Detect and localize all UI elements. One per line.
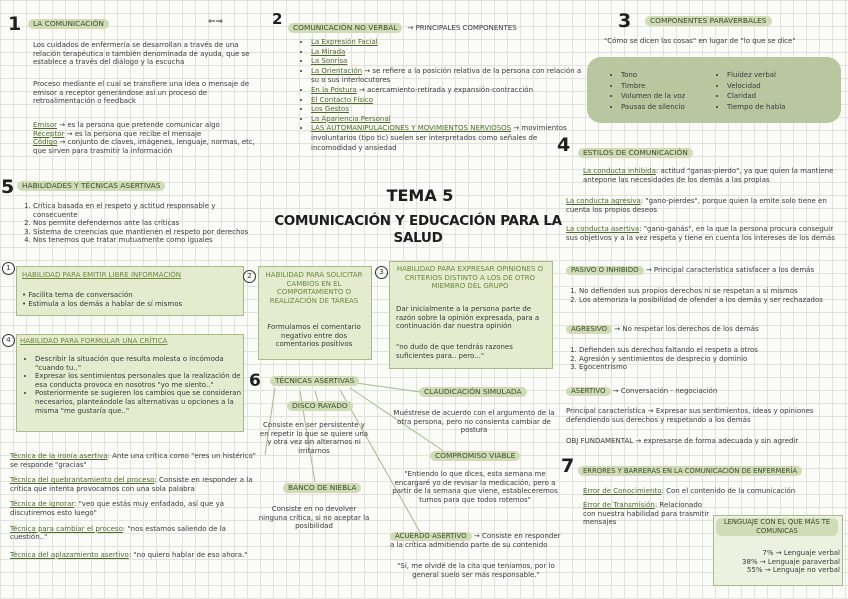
technique-label: BANCO DE NIEBLA xyxy=(283,483,361,493)
section-subtitle: → PRINCIPALES COMPONENTES xyxy=(407,24,517,32)
list-item: • Estimula a los demás a hablar de sí mismos xyxy=(22,299,183,308)
list-item xyxy=(311,57,583,67)
list-item: 2. Nos permite defendernos ante las críticas xyxy=(33,219,259,228)
term: El Contacto Físico xyxy=(311,95,374,104)
term: Técnica de ignorar xyxy=(10,500,74,509)
list-item xyxy=(311,86,583,96)
definition-text: → es la persona que recibe el mensaje xyxy=(66,129,202,138)
asertivo-row xyxy=(566,387,842,396)
term: Técnica del aplazamiento asertivo xyxy=(10,550,129,559)
connector-line xyxy=(315,391,318,401)
term: Error de Transmisión xyxy=(583,501,655,509)
skill-text: Formulamos el comentario negativo entre dos comentarios positivos xyxy=(267,323,361,349)
list-item: 2. Los atemoriza la posibilidad de ofender a los demás y ser rechazados xyxy=(579,296,847,305)
list-item: • Describir la situación que resulta molesta o incómoda "cuando tu.." xyxy=(35,355,249,372)
label-badge: LENGUAJE CON EL QUE MÁS TE COMUNICAS xyxy=(716,518,838,536)
lenguaje-list xyxy=(736,549,844,575)
section-heading: ESTILOS DE COMUNICACIÓN xyxy=(578,148,693,158)
section-number: 7 xyxy=(561,455,575,477)
item-text: Estimula a los demás a hablar de sí mismos xyxy=(28,299,183,308)
section-heading: TÉCNICAS ASERTIVAS xyxy=(270,376,359,386)
page-title: TEMA 5 xyxy=(386,186,454,205)
term: LAS AUTOMANIPULACIONES Y MOVIMIENTOS NERVIOSOS xyxy=(311,124,512,133)
list-item xyxy=(311,105,583,115)
assertive-skills-list xyxy=(20,202,259,245)
item-text: → No respetar los derechos de los demás xyxy=(614,325,759,333)
asertivo-objective: OBJ FUNDAMENTAL → expresarse de forma adecuada y sin agredir xyxy=(566,437,799,445)
section-heading: COMUNICACIÓN NO VERBAL xyxy=(288,23,402,33)
technique-label: DISCO RAYADO xyxy=(287,401,353,411)
label-badge: AGRESIVO xyxy=(566,325,612,334)
term: Código xyxy=(33,138,58,147)
list-item: • Timbre xyxy=(621,81,721,92)
technique-left-list xyxy=(10,452,260,559)
term: Los Gestos xyxy=(311,105,349,114)
definition-text: → es la persona que pretende comunicar algo xyxy=(59,121,220,129)
item-text: → acercamiento-retirada y expansión-contracción xyxy=(359,85,534,94)
item-text: : Relacionado con nuestra habilidad para trasmitir mensajes xyxy=(583,501,710,527)
label-badge: ASERTIVO xyxy=(566,387,611,396)
term: La conducta asertiva xyxy=(566,225,640,233)
item-text: → Consiste en responder a la crítica admitiendo parte de su contenido xyxy=(390,532,561,549)
list-item xyxy=(10,525,260,542)
list-item: • Posteriormente se sugieren los cambios que se consideran necesarios, planteándole las alternativas u opciones a la misma "me gustaría que.." xyxy=(35,389,249,415)
list-item: 3. Egocentrismo xyxy=(579,363,847,372)
asertivo-text: Principal característica → Expresar sus sentimientos, ideas y opiniones defendiendo sus derechos y respetando a los demás xyxy=(566,407,814,424)
item-text: : "gano-ganás", en la que la persona procura conseguir sus objetivos y a la vez respeta y tiene en cuenta los intereses de los demás xyxy=(566,225,835,242)
connector-line xyxy=(356,383,420,392)
term: Receptor xyxy=(33,129,65,138)
skill-heading: HABILIDAD PARA FORMULAR UNA CRÍTICA xyxy=(20,337,168,345)
technique-text: Consiste en ser persistente y en repetir lo que se quiere una y otra vez sin alterarnos ni irritarnos xyxy=(259,421,369,455)
term: La Expresión Facial xyxy=(311,38,378,46)
item-text: Facilita tema de conversación xyxy=(28,291,133,299)
acuerdo-row xyxy=(390,532,562,550)
item-number: 1 xyxy=(2,262,15,275)
list-item: • Tono xyxy=(621,70,721,81)
technique-label: COMPROMISO VIABLE xyxy=(430,451,520,461)
section-number: 3 xyxy=(618,10,632,32)
list-item: • Facilita tema de conversación xyxy=(22,291,133,299)
section-number: 4 xyxy=(557,134,571,156)
term: Técnica del quebrantamiento del proceso xyxy=(10,476,155,485)
agresivo-row xyxy=(566,325,842,334)
skill-text: Dar inicialmente a la persona parte de razón sobre la opinión expresada, para a continuación dar nuestra opinión xyxy=(396,305,540,331)
pasivo-list xyxy=(566,287,847,304)
list-item: • Pausas de silencio xyxy=(621,102,721,113)
item-text: → Principal característica satisfacer a los demás xyxy=(645,266,815,274)
list-item xyxy=(10,500,260,517)
connector-arrow-icon: ⇐⇒ xyxy=(208,17,224,27)
item-text: : Con el contenido de la comunicación xyxy=(661,487,796,495)
item-number: 3 xyxy=(375,266,388,279)
list-item xyxy=(311,67,583,86)
term: La Apariencia Personal xyxy=(311,114,391,123)
item-number: 4 xyxy=(2,334,15,347)
item-text: : actitud "ganas-pierdo", ya que quien la mantiene antepone las necesidades de los demás a las propias xyxy=(583,167,834,184)
list-item xyxy=(10,476,260,493)
item-text: : "nos estamos saliendo de la cuestión.." xyxy=(10,524,226,542)
skill-list xyxy=(24,355,249,415)
quote: "Cómo se dicen las cosas" en lugar de "lo que se dice" xyxy=(604,37,796,45)
list-item: 2. Agresión y sentimientos de desprecio y dominio xyxy=(579,355,847,364)
section-heading-row xyxy=(288,15,517,34)
term: Técnica de la ironía asertiva xyxy=(10,452,108,460)
style-inhibida xyxy=(583,167,839,184)
item-text: : "no quiero hablar de eso ahora." xyxy=(128,550,248,559)
list-item: 3. Sistema de creencias que mantienen el respeto por derechos xyxy=(33,228,259,237)
technique-label: CLAUDICACIÓN SIMULADA xyxy=(419,387,527,397)
section-heading: HABILIDADES Y TÉCNICAS ASERTIVAS xyxy=(17,181,165,191)
item-text: : "veo que estás muy enfadado, así que ya discutiremos esto luego" xyxy=(10,500,225,517)
definitions xyxy=(33,121,265,155)
list-item: 4. Nos tenemos que tratar mutuamente como iguales xyxy=(33,236,259,245)
agresivo-list xyxy=(566,346,847,372)
list-item xyxy=(311,124,583,153)
paraverbal-list-right xyxy=(716,70,837,112)
skill-heading: HABILIDAD PARA EXPRESAR OPINIONES O CRITERIOS DISTINTO A LOS DE OTRO MIEMBRO DEL GRUPO xyxy=(396,265,544,291)
pasivo-row xyxy=(566,266,842,275)
term: Error de Conocimiento xyxy=(583,487,662,495)
item-number: 2 xyxy=(243,270,256,283)
technique-text: Consiste en no devolver ninguna crítica, si no aceptar la posibilidad xyxy=(258,505,370,531)
paragraph: Los cuidados de enfermería se desarrollan a través de una relación terapéutica o también denominada de ayuda, que se establece a través del diálogo y la escucha xyxy=(33,41,250,67)
list-item: 55% → Lenguaje no verbal xyxy=(747,566,840,575)
list-item xyxy=(311,48,583,58)
technique-label: ACUERDO ASERTIVO xyxy=(390,532,472,541)
style-agresiva xyxy=(566,197,840,214)
technique-quote: "Sí, me olvidé de la cita que teníamos, por lo general suelo ser más responsable." xyxy=(397,562,555,579)
list-item: • Claridad xyxy=(727,91,837,102)
section-number: 5 xyxy=(1,176,15,198)
list-item xyxy=(311,38,583,48)
label-badge: PASIVO O INHIBIDO xyxy=(566,266,644,275)
nonverbal-list xyxy=(300,38,583,153)
error-item xyxy=(583,487,841,496)
paragraph: Proceso mediante el cual se transfiere una idea o mensaje de emisor a receptor generándose así un proceso de retroalimentación o feedback xyxy=(33,80,250,106)
skill-heading: HABILIDAD PARA SOLICITAR CAMBIOS EN EL COMPORTAMIENTO O REALIZACIÓN DE TAREAS xyxy=(265,271,363,305)
item-text: : Ante una crítica como "eres un histérico" se responde "gracias" xyxy=(10,452,256,469)
section-heading: LA COMUNICACIÓN xyxy=(28,19,109,29)
section-number: 6 xyxy=(249,371,261,391)
item-text: → Conversación - negociación xyxy=(612,387,718,395)
list-item: • Velocidad xyxy=(727,81,837,92)
lenguaje-heading xyxy=(716,518,838,536)
list-item: • Tiempo de habla xyxy=(727,102,837,113)
list-item: • Volumen de la voz xyxy=(621,91,721,102)
item-text: : Consiste en responder a la crítica que intenta provocarnos con una sola palabra xyxy=(10,476,253,493)
item-text: → movimientos involuntarios (tipo tic) suelen ser interpretados como señales de incomodidad y ansiedad xyxy=(311,124,567,152)
item-text: → se refiere a la posición relativa de la persona con relación a su o sus interlocutores xyxy=(311,66,582,85)
term: La Mirada xyxy=(311,47,346,56)
skill-list xyxy=(20,291,242,308)
term: Emisor xyxy=(33,121,57,129)
list-item xyxy=(10,452,260,469)
error-item xyxy=(583,501,711,527)
list-item: • Expresar los sentimientos personales que la realización de esa conducta provoca en nosotros "yo me siento.." xyxy=(35,372,249,389)
section-heading: COMPONENTES PARAVERBALES xyxy=(645,16,772,26)
term: Técnica para cambiar el proceso xyxy=(10,524,123,533)
list-item: 1. No defienden sus propios derechos ni se respetan a sí mismos xyxy=(579,287,847,296)
section-heading: ERRORES Y BARRERAS EN LA COMUNICACIÓN DE ENFERMERÍA xyxy=(578,466,802,476)
term: La conducta agresiva xyxy=(566,197,641,205)
term: La Orientación xyxy=(311,66,363,75)
definition-text: → conjunto de claves, imágenes, lenguaje, normas, etc, que sirven para trasmitir la información xyxy=(33,138,255,155)
technique-text: "Entiendo lo que dices, esta semana me encargaré yo de revisar la medicación, pero a partir de la semana que viene, estableceremos turnos para que todos rotemos" xyxy=(392,470,558,504)
skill-heading: HABILIDAD PARA EMITIR LIBRE INFORMACIÓN xyxy=(22,271,182,279)
section-number: 1 xyxy=(8,13,22,35)
item-text: : "gano-pierdes", porque quien la emite solo tiene en cuenta los propios deseos xyxy=(566,197,827,214)
list-item xyxy=(311,115,583,125)
skill-quote: "no dudo de que tendrás razones suficientes para.. pero..." xyxy=(396,343,513,360)
term: La Sonrisa xyxy=(311,57,348,66)
style-asertiva xyxy=(566,225,840,242)
list-item: 38% → Lenguaje paraverbal xyxy=(742,557,840,566)
list-item: 1. Defienden sus derechos faltando el respeto a otros xyxy=(579,346,847,355)
list-item: • Fluidez verbal xyxy=(727,70,837,81)
technique-text: Muéstrese de acuerdo con el argumento de la otra persona, pero no consienta cambiar de postura xyxy=(393,409,555,435)
list-item xyxy=(311,96,583,106)
list-item: 7% → Lenguaje verbal xyxy=(762,549,840,557)
section-number: 2 xyxy=(272,10,283,28)
list-item xyxy=(10,551,260,560)
list-item: 1. Crítica basada en el respeto y actitud responsable y consecuente xyxy=(33,202,259,219)
term: La conducta inhibida xyxy=(583,167,656,175)
paraverbal-list-left xyxy=(610,70,721,112)
page-subtitle: COMUNICACIÓN Y EDUCACIÓN PARA LA SALUD xyxy=(274,213,562,246)
term: En la Postura xyxy=(311,85,357,94)
